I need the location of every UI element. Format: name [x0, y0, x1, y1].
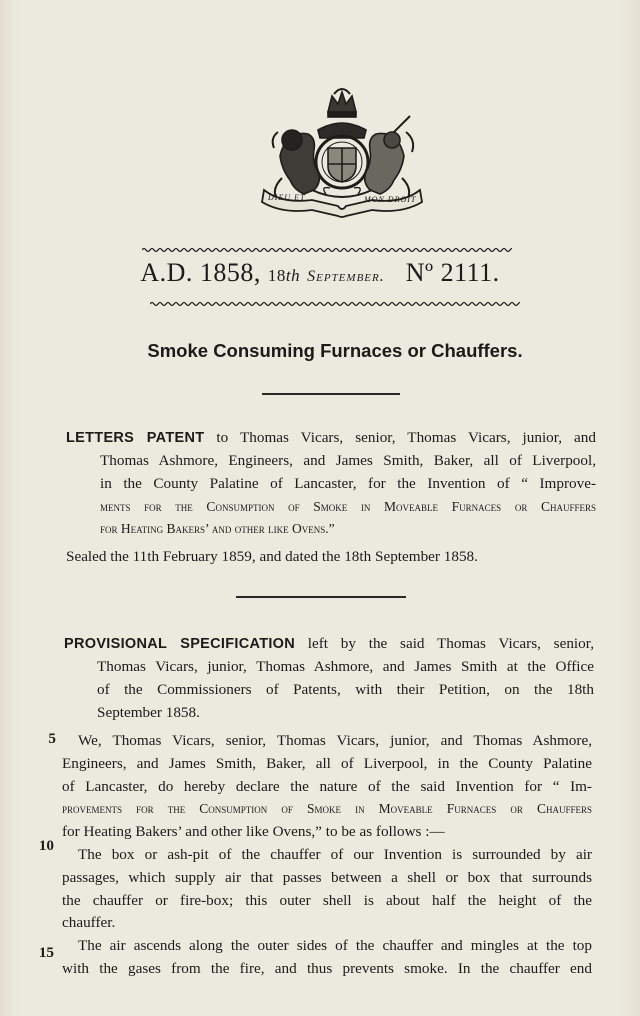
letters-patent-line-5: for Heating Bakers’ and other like Ovens.”	[100, 521, 335, 537]
patent-number: Nº 2111.	[405, 258, 500, 287]
line-number-5: 5	[48, 730, 56, 747]
patent-title: Smoke Consuming Furnaces or Chauffers.	[147, 340, 523, 361]
body-line: Engineers, and James Smith, Baker, all of Liverpool, in the County Palatine	[62, 754, 592, 772]
line-number-15: 15	[38, 944, 54, 961]
body-line: We, Thomas Vicars, senior, Thomas Vicars, junior, and Thomas Ashmore,	[78, 732, 592, 749]
provisional-line-2: Thomas Vicars, junior, Thomas Ashmore, and James Smith at the Office	[97, 658, 594, 675]
patent-year: A.D. 1858,	[140, 258, 261, 287]
provisional-line-3: of the Commissioners of Patents, with their Petition, on the 18th	[97, 680, 594, 698]
patent-month: September.	[307, 268, 385, 285]
body-line: chauffer.	[62, 914, 116, 932]
letters-patent-lead: LETTERS PATENT	[66, 430, 205, 446]
provisional-continued	[97, 656, 594, 724]
provisional-line-4: September 1858.	[97, 703, 200, 721]
patent-day-suffix: th	[285, 266, 301, 285]
provisional-line-1: PROVISIONAL SPECIFICATION left by the said Thomas Vicars, senior,	[64, 635, 594, 652]
body-line: with the gases from the fire, and thus prevents smoke. In the chauffer end	[62, 959, 592, 977]
letters-patent-block	[66, 427, 596, 450]
ornamental-rule-top	[142, 246, 512, 254]
line-number-10: 10	[38, 837, 54, 854]
patent-heading	[0, 258, 640, 288]
body-line: The air ascends along the outer sides of the chauffer and mingles at the top	[78, 937, 592, 955]
body-line: passages, which supply air that passes between a shell or box that surrounds	[62, 868, 592, 886]
divider-2	[236, 596, 406, 598]
letters-patent-line-3: in the County Palatine of Lancaster, for the Invention of “ Improve-	[100, 474, 596, 492]
body-line: for Heating Bakers’ and other like Ovens,” to be as follows :—	[62, 823, 445, 841]
letters-patent-line-1: LETTERS PATENT to Thomas Vicars, senior, Thomas Vicars, junior, and	[66, 429, 596, 446]
provisional-block	[64, 633, 594, 656]
motto-left: DIEU ET	[268, 193, 306, 202]
letters-patent-line-2: Thomas Ashmore, Engineers, and James Smith, Baker, all of Liverpool,	[100, 452, 596, 469]
divider-1	[262, 393, 400, 395]
letters-patent-line-4: ments for the Consumption of Smoke in Moveable Furnaces or Chauffers	[100, 498, 596, 514]
letters-patent-continued	[100, 450, 596, 541]
sealed-line: Sealed the 11th February 1859, and dated the 18th September 1858.	[66, 548, 478, 565]
motto-right: MON DROIT	[364, 195, 417, 204]
ornamental-rule-bottom	[150, 300, 520, 308]
body-line: provements for the Consumption of Smoke in Moveable Furnaces or Chauffers	[62, 801, 592, 817]
patent-day: 18	[267, 266, 286, 285]
body-line: of Lancaster, do hereby declare the nature of the said Invention for “ Im-	[62, 777, 592, 795]
specification-body	[62, 730, 592, 981]
body-line: The box or ash-pit of the chauffer of our Invention is surrounded by air	[78, 845, 592, 863]
provisional-lead: PROVISIONAL SPECIFICATION	[64, 636, 296, 652]
body-line: the chauffer or fire-box; this outer shell is about half the height of the	[62, 891, 592, 909]
